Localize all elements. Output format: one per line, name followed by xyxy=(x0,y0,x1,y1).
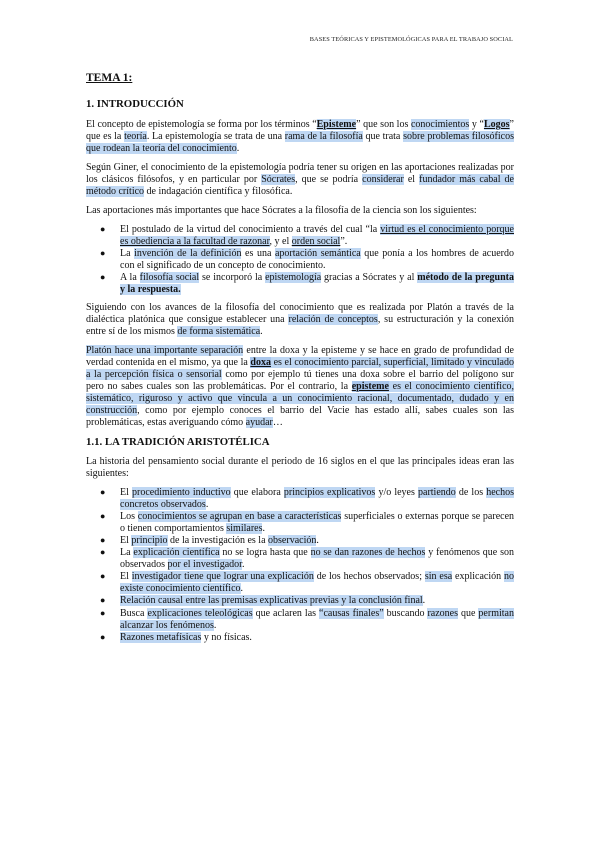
list-item: ● El principio de la investigación es la observación. xyxy=(100,534,319,546)
paragraph-aportaciones: Las aportaciones más importantes que hace Sócrates a la filosofía de la ciencia son los siguientes: xyxy=(86,205,477,216)
highlight-teoria: teoría xyxy=(124,131,147,142)
highlight-problemas-filosoficos: sobre problemas filosóficos que rodean la teoría del conocimiento xyxy=(86,131,514,154)
bullet-icon: ● xyxy=(100,547,106,558)
document-body xyxy=(86,72,514,650)
list-item: ● La invención de la definición es una aportación semántica que ponía a los hombres de acuerdo con el significado de un concepto de conocimiento. xyxy=(100,248,514,271)
list-item: ● A la filosofía social se incorporó la epistemología gracias a Sócrates y al método de la pregunta y la respuesta. xyxy=(100,272,514,295)
list-item: ● Los conocimientos se agrupan en base a características superficiales o externas porque se parecen o tienen comportamientos similares. xyxy=(100,510,515,534)
paragraph-epistemologia: El concepto de epistemología se forma por los términos “Episteme” que son los conocimientos y “Logos” que es la teoría. La epistemología se trata de una rama de la filosofía que trata sobre problemas filosóficos que rodean la teoría del conocimiento. xyxy=(86,119,514,154)
bullet-icon: ● xyxy=(100,510,106,521)
highlight-logos: Logos xyxy=(483,119,510,130)
section-heading-introduccion: 1. INTRODUCCIÓN xyxy=(86,98,184,110)
paragraph-giner: Según Giner, el conocimiento de la epistemología podría tener su origen en las aportaciones realizadas por los clásicos filósofos, y en particular por Sócrates, que se podría considerar el fundador más cabal de método crítico de indagación científica y filosófica. xyxy=(86,162,514,197)
highlight-episteme: Episteme xyxy=(316,119,357,130)
highlight-conocimientos: conocimientos xyxy=(410,119,470,130)
topic-title: TEMA 1: xyxy=(86,72,133,84)
highlight-socrates: Sócrates xyxy=(261,174,296,185)
list-item: ● Busca explicaciones teleológicas que aclaren las “causas finales” buscando razones que permitan alcanzar los fenómenos. xyxy=(100,607,514,631)
bullet-icon: ● xyxy=(100,571,106,582)
paragraph-historia: La historia del pensamiento social durante el periodo de 16 siglos en el que las principales ideas eran las siguientes: xyxy=(86,455,514,479)
bullet-icon: ● xyxy=(100,486,106,497)
bullet-icon: ● xyxy=(100,631,106,642)
highlight-fundador: fundador más cabal de método crítico xyxy=(86,174,514,197)
list-item: ● Relación causal entre las premisas explicativas previas y la conclusión final. xyxy=(100,595,426,607)
bullet-icon: ● xyxy=(100,272,106,283)
list-item: ● Razones metafísicas y no físicas. xyxy=(100,631,252,643)
list-item: ● El procedimiento inductivo que elabora principios explicativos y/o leyes partiendo de los hechos concretos observados. xyxy=(100,486,514,510)
bullet-icon: ● xyxy=(100,534,106,545)
highlight-rama-filosofia: rama de la filosofía xyxy=(284,131,363,142)
bullet-icon: ● xyxy=(100,607,106,618)
bullet-icon: ● xyxy=(100,595,106,606)
list-socrates xyxy=(86,224,514,296)
list-item: ● El postulado de la virtud del conocimiento a través del cual “la virtud es el conocimiento porque es obediencia a la facultad de razonar, y el orden social”. xyxy=(100,224,514,247)
highlight-considerar: considerar xyxy=(362,174,404,185)
section-heading-tradicion-aristotelica: 1.1. LA TRADICIÓN ARISTOTÉLICA xyxy=(86,435,270,448)
bullet-icon: ● xyxy=(100,248,106,259)
paragraph-doxa-episteme: Platón hace una importante separación entre la doxa y la episteme y se hace en grado de profundidad de verdad contenida en el mismo, ya que la doxa es el conocimiento parcial, superficial, limitado y vinculado a la percepción física o sensorial como por ejemplo tú tienes una doxa sobre el barrio del polígono sur pero no sabes cuales son las problemáticas. Por el contrario, la episteme es el conocimiento científico, sistemático, riguroso y activo que vincula a un conocimiento racional, documentado, dudado y en construcción, como por ejemplo conoces el barrio del Vacie has estado allí, sabes cuales son las problemáticas, estas averiguando cómo ayudar… xyxy=(86,344,515,428)
list-item: ● La explicación científica no se logra hasta que no se dan razones de hechos y fenómenos que son observados por el investigador. xyxy=(100,547,514,571)
paragraph-platon: Siguiendo con los avances de la filosofía del conocimiento que es realizada por Platón a través de la dialéctica platónica que consigue establecer una relación de conceptos, su estructuración y la conexión entre sí de los mismos de forma sistemática. xyxy=(86,301,514,337)
list-item: ● El investigador tiene que lograr una explicación de los hechos observados; sin esa explicación no existe conocimiento científico. xyxy=(100,571,514,595)
list-aristoteles xyxy=(86,487,514,644)
bullet-icon: ● xyxy=(100,224,106,234)
running-header: BASES TEÓRICAS Y EPISTEMOLÓGICAS PARA EL TRABAJO SOCIAL xyxy=(309,36,513,43)
